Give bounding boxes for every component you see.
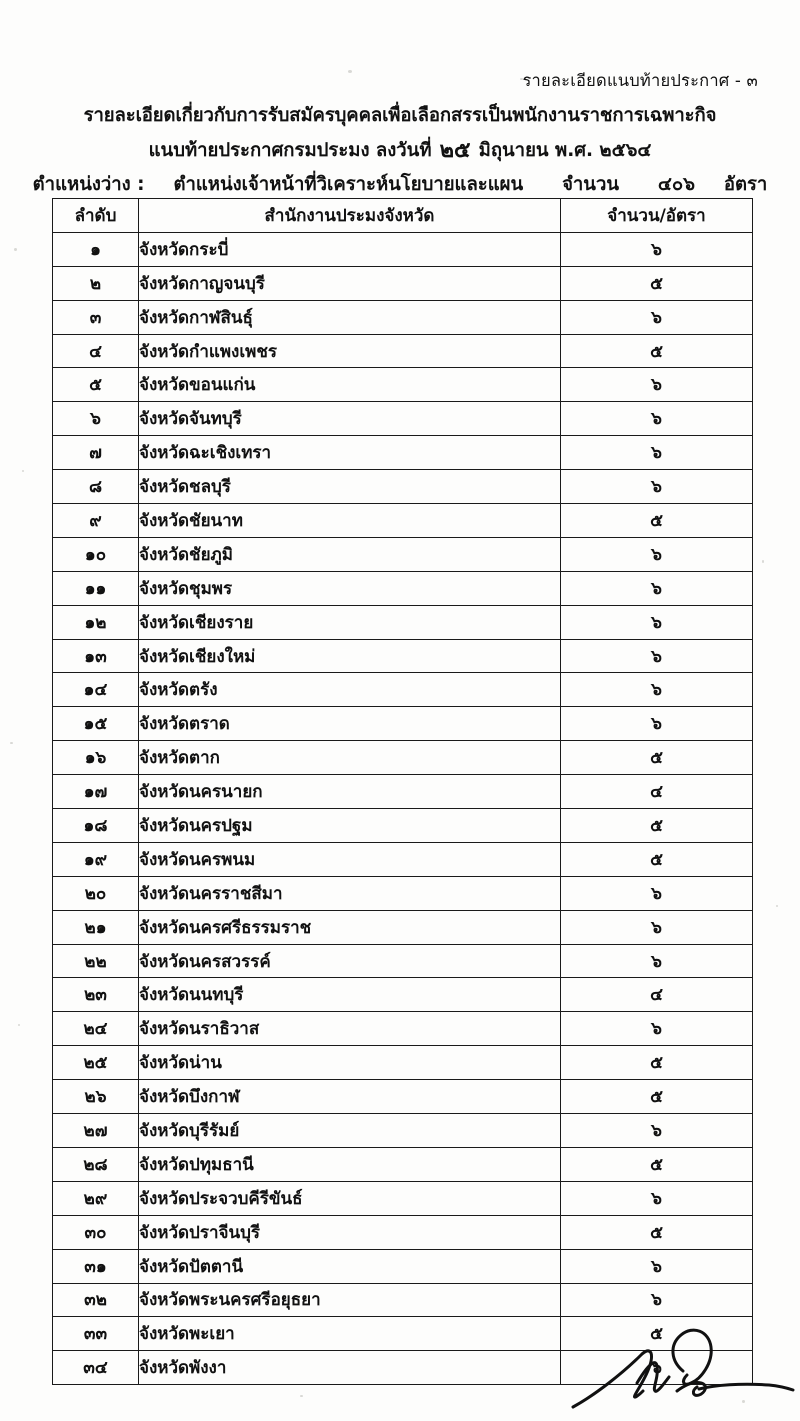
table-row xyxy=(53,1181,753,1215)
table-row xyxy=(53,842,753,876)
cell-office-name: จังหวัดชัยภูมิ xyxy=(139,537,561,571)
total-amount-unit: อัตรา xyxy=(723,174,768,195)
column-header-order: ลำดับ xyxy=(53,199,139,233)
scan-speckle xyxy=(14,248,17,251)
cell-quantity: ๕ xyxy=(561,266,753,300)
table-row xyxy=(53,1249,753,1283)
table-row xyxy=(53,266,753,300)
column-header-quantity: จำนวน/อัตรา xyxy=(561,199,753,233)
table-row xyxy=(53,571,753,605)
cell-quantity: ๖ xyxy=(561,639,753,673)
cell-office-name: จังหวัดกาญจนบุรี xyxy=(139,266,561,300)
scan-speckle xyxy=(762,560,764,563)
cell-order-number: ๓๑ xyxy=(53,1249,139,1283)
cell-office-name: จังหวัดปัตตานี xyxy=(139,1249,561,1283)
cell-order-number: ๑๒ xyxy=(53,605,139,639)
cell-office-name: จังหวัดกำแพงเพชร xyxy=(139,334,561,368)
cell-office-name: จังหวัดนครนายก xyxy=(139,775,561,809)
cell-order-number: ๓๔ xyxy=(53,1351,139,1385)
cell-quantity: ๖ xyxy=(561,571,753,605)
cell-office-name: จังหวัดพระนครศรีอยุธยา xyxy=(139,1283,561,1317)
cell-order-number: ๔ xyxy=(53,334,139,368)
cell-office-name: จังหวัดชลบุรี xyxy=(139,470,561,504)
scan-speckle xyxy=(348,70,352,73)
cell-order-number: ๒๑ xyxy=(53,910,139,944)
table-row xyxy=(53,775,753,809)
cell-order-number: ๗ xyxy=(53,436,139,470)
provincial-fisheries-office-table xyxy=(52,198,753,1385)
cell-quantity: ๖ xyxy=(561,1012,753,1046)
cell-office-name: จังหวัดนนทบุรี xyxy=(139,978,561,1012)
cell-order-number: ๒๘ xyxy=(53,1147,139,1181)
cell-office-name: จังหวัดพะเยา xyxy=(139,1317,561,1351)
cell-office-name: จังหวัดเชียงใหม่ xyxy=(139,639,561,673)
provincial-fisheries-office-table-wrapper xyxy=(52,198,752,1385)
cell-order-number: ๑๙ xyxy=(53,842,139,876)
cell-office-name: จังหวัดตราด xyxy=(139,707,561,741)
cell-order-number: ๑๗ xyxy=(53,775,139,809)
cell-order-number: ๒๒ xyxy=(53,944,139,978)
cell-order-number: ๓๐ xyxy=(53,1215,139,1249)
cell-order-number: ๑๘ xyxy=(53,809,139,843)
vacancy-label: ตำแหน่งว่าง : xyxy=(32,174,145,195)
cell-quantity: ๕ xyxy=(561,1147,753,1181)
table-row xyxy=(53,910,753,944)
cell-quantity: ๖ xyxy=(561,436,753,470)
table-row xyxy=(53,1080,753,1114)
table-row xyxy=(53,368,753,402)
total-amount-value: ๔๐๖ xyxy=(657,174,695,195)
cell-quantity: ๖ xyxy=(561,707,753,741)
cell-office-name: จังหวัดฉะเชิงเทรา xyxy=(139,436,561,470)
cell-order-number: ๙ xyxy=(53,504,139,538)
cell-office-name: จังหวัดบุรีรัมย์ xyxy=(139,1114,561,1148)
cell-order-number: ๑๐ xyxy=(53,537,139,571)
table-row xyxy=(53,1215,753,1249)
cell-office-name: จังหวัดชุมพร xyxy=(139,571,561,605)
cell-quantity: ๖ xyxy=(561,876,753,910)
cell-order-number: ๒๗ xyxy=(53,1114,139,1148)
cell-order-number: ๒๕ xyxy=(53,1046,139,1080)
table-row xyxy=(53,1317,753,1351)
table-row xyxy=(53,504,753,538)
cell-office-name: จังหวัดพังงา xyxy=(139,1351,561,1385)
scan-speckle xyxy=(300,1395,303,1397)
table-row xyxy=(53,741,753,775)
cell-order-number: ๒๖ xyxy=(53,1080,139,1114)
vacancy-summary-line xyxy=(0,170,800,199)
cell-quantity: ๖ xyxy=(561,232,753,266)
table-row xyxy=(53,1147,753,1181)
cell-quantity: ๖ xyxy=(561,402,753,436)
cell-quantity: ๔ xyxy=(561,775,753,809)
cell-quantity: ๖ xyxy=(561,368,753,402)
table-row xyxy=(53,639,753,673)
cell-office-name: จังหวัดนครสวรรค์ xyxy=(139,944,561,978)
cell-quantity: ๕ xyxy=(561,809,753,843)
cell-order-number: ๘ xyxy=(53,470,139,504)
table-row xyxy=(53,334,753,368)
column-header-office: สำนักงานประมงจังหวัด xyxy=(139,199,561,233)
table-body xyxy=(53,232,753,1384)
cell-office-name: จังหวัดกระบี่ xyxy=(139,232,561,266)
announcement-month-year-text: มิถุนายน พ.ศ. ๒๕๖๔ xyxy=(478,140,652,161)
cell-order-number: ๒ xyxy=(53,266,139,300)
cell-order-number: ๒๐ xyxy=(53,876,139,910)
cell-quantity: ๖ xyxy=(561,1351,753,1385)
cell-office-name: จังหวัดนครปฐม xyxy=(139,809,561,843)
cell-office-name: จังหวัดปราจีนบุรี xyxy=(139,1215,561,1249)
cell-office-name: จังหวัดน่าน xyxy=(139,1046,561,1080)
cell-office-name: จังหวัดขอนแก่น xyxy=(139,368,561,402)
announcement-date-day: ๒๕ xyxy=(439,138,471,163)
cell-office-name: จังหวัดกาฬสินธุ์ xyxy=(139,300,561,334)
cell-quantity: ๖ xyxy=(561,1181,753,1215)
cell-order-number: ๓๓ xyxy=(53,1317,139,1351)
scan-speckle xyxy=(10,742,13,744)
cell-office-name: จังหวัดนครศรีธรรมราช xyxy=(139,910,561,944)
announcement-prefix-text: แนบท้ายประกาศกรมประมง ลงวันที่ xyxy=(148,140,432,161)
cell-office-name: จังหวัดเชียงราย xyxy=(139,605,561,639)
cell-quantity: ๕ xyxy=(561,842,753,876)
table-row xyxy=(53,1114,753,1148)
scan-speckle xyxy=(18,1024,20,1026)
table-row xyxy=(53,1283,753,1317)
scan-speckle xyxy=(742,1400,745,1403)
table-row xyxy=(53,673,753,707)
cell-office-name: จังหวัดปทุมธานี xyxy=(139,1147,561,1181)
table-row xyxy=(53,300,753,334)
document-title-line-2 xyxy=(0,136,800,165)
table-head xyxy=(53,199,753,233)
cell-order-number: ๕ xyxy=(53,368,139,402)
cell-order-number: ๑๖ xyxy=(53,741,139,775)
cell-quantity: ๖ xyxy=(561,1114,753,1148)
table-row xyxy=(53,470,753,504)
table-row xyxy=(53,876,753,910)
cell-quantity: ๕ xyxy=(561,1080,753,1114)
cell-office-name: จังหวัดนครราชสีมา xyxy=(139,876,561,910)
cell-quantity: ๕ xyxy=(561,1317,753,1351)
cell-office-name: จังหวัดจันทบุรี xyxy=(139,402,561,436)
cell-order-number: ๒๓ xyxy=(53,978,139,1012)
cell-order-number: ๑๔ xyxy=(53,673,139,707)
position-name: ตำแหน่งเจ้าหน้าที่วิเคราะห์นโยบายและแผน xyxy=(173,174,524,195)
cell-order-number: ๓ xyxy=(53,300,139,334)
cell-quantity: ๖ xyxy=(561,1283,753,1317)
cell-quantity: ๖ xyxy=(561,300,753,334)
cell-office-name: จังหวัดชัยนาท xyxy=(139,504,561,538)
document-title-line-1: รายละเอียดเกี่ยวกับการรับสมัครบุคคลเพื่อเลือกสรรเป็นพนักงานราชการเฉพาะกิจ xyxy=(83,105,717,126)
attachment-reference-label: รายละเอียดแนบท้ายประกาศ - ๓ xyxy=(522,71,758,90)
scan-speckle xyxy=(22,470,24,472)
table-row xyxy=(53,944,753,978)
cell-quantity: ๖ xyxy=(561,673,753,707)
cell-office-name: จังหวัดนราธิวาส xyxy=(139,1012,561,1046)
cell-order-number: ๖ xyxy=(53,402,139,436)
table-row xyxy=(53,1046,753,1080)
cell-order-number: ๑๓ xyxy=(53,639,139,673)
cell-order-number: ๑๕ xyxy=(53,707,139,741)
table-row xyxy=(53,707,753,741)
cell-order-number: ๓๒ xyxy=(53,1283,139,1317)
cell-quantity: ๖ xyxy=(561,470,753,504)
table-row xyxy=(53,1351,753,1385)
cell-quantity: ๖ xyxy=(561,537,753,571)
cell-quantity: ๖ xyxy=(561,910,753,944)
table-header-row xyxy=(53,199,753,233)
cell-office-name: จังหวัดบึงกาฬ xyxy=(139,1080,561,1114)
table-row xyxy=(53,605,753,639)
table-row xyxy=(53,537,753,571)
table-row xyxy=(53,809,753,843)
cell-quantity: ๔ xyxy=(561,978,753,1012)
cell-office-name: จังหวัดตรัง xyxy=(139,673,561,707)
table-row xyxy=(53,1012,753,1046)
cell-order-number: ๒๙ xyxy=(53,1181,139,1215)
cell-quantity: ๕ xyxy=(561,741,753,775)
cell-order-number: ๒๔ xyxy=(53,1012,139,1046)
cell-quantity: ๖ xyxy=(561,1249,753,1283)
cell-quantity: ๕ xyxy=(561,504,753,538)
cell-quantity: ๕ xyxy=(561,1046,753,1080)
cell-quantity: ๕ xyxy=(561,334,753,368)
cell-office-name: จังหวัดตาก xyxy=(139,741,561,775)
scan-speckle xyxy=(776,905,778,907)
cell-order-number: ๑ xyxy=(53,232,139,266)
table-row xyxy=(53,978,753,1012)
cell-quantity: ๕ xyxy=(561,1215,753,1249)
cell-office-name: จังหวัดนครพนม xyxy=(139,842,561,876)
table-row xyxy=(53,436,753,470)
total-amount-label: จำนวน xyxy=(562,174,619,195)
cell-office-name: จังหวัดประจวบคีรีขันธ์ xyxy=(139,1181,561,1215)
cell-order-number: ๑๑ xyxy=(53,571,139,605)
table-row xyxy=(53,232,753,266)
cell-quantity: ๖ xyxy=(561,605,753,639)
cell-quantity: ๖ xyxy=(561,944,753,978)
table-row xyxy=(53,402,753,436)
